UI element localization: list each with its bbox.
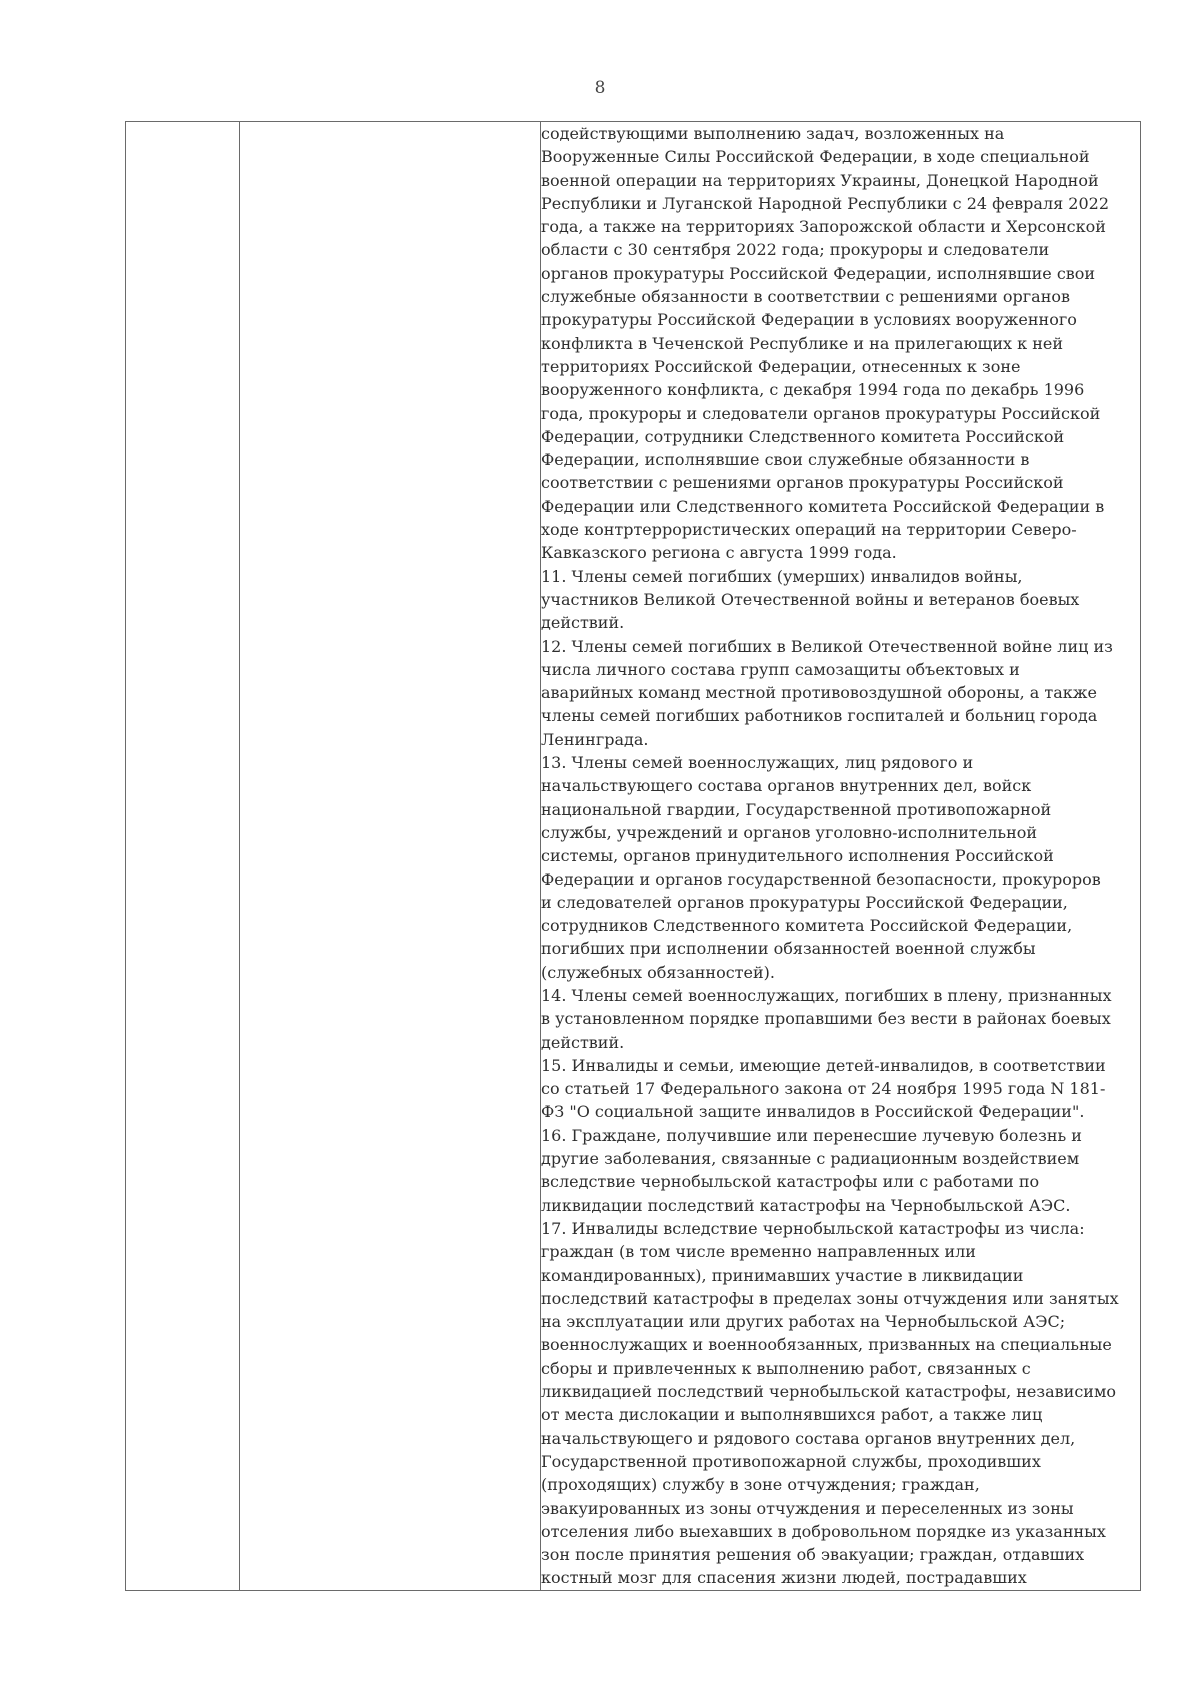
page-number: 8	[594, 78, 606, 98]
beneficiaries-text: содействующими выполнению задач, возложенных на Вооруженные Силы Российской Федерации, в ходе специальной военной операции на территориях Украины, Донецкой Народной Республики и Луганской Народной Республики с 24 февраля 2022 года, а также на территориях Запорожской области и Херсонской области с 30 сентября 2022 года; прокуроры и следователи органов прокуратуры Российской Федерации, исполнявшие свои служебные обязанности в соответствии с решениями органов прокуратуры Российской Федерации в условиях вооруженного конфликта в Чеченской Республике и на прилегающих к ней территориях Российской Федерации, отнесенных к зоне вооруженного конфликта, с декабря 1994 года по декабрь 1996 года, прокуроры и следователи органов прокуратуры Российской Федерации, сотрудники Следственного комитета Российской Федерации, исполнявшие свои служебные обязанности в соответствии с решениями органов прокуратуры Российской Федерации или Следственного комитета Российской Федерации в ходе контртеррористических операций на территории Северо- Кавказского региона с августа 1999 года. 11. Члены семей погибших (умерших) инвалидов войны, участников Великой Отечественной войны и ветеранов боевых действий. 12. Члены семей погибших в Великой Отечественной войне лиц из числа личного состава групп самозащиты объектовых и аварийных команд местной противовоздушной обороны, а также члены семей погибших работников госпиталей и больниц города Ленинграда. 13. Члены семей военнослужащих, лиц рядового и начальствующего состава органов внутренних дел, войск национальной гвардии, Государственной противопожарной службы, учреждений и органов уголовно-исполнительной системы, органов принудительного исполнения Российской Федерации и органов государственной безопасности, прокуроров и следователей органов прокуратуры Российской Федерации, сотрудников Следственного комитета Российской Федерации, погибших при исполнении обязанностей военной службы (служебных обязанностей). 14. Члены семей военнослужащих, погибших в плену, признанных в установленном порядке пропавшими без вести в районах боевых действий. 15. Инвалиды и семьи, имеющие детей-инвалидов, в соответствии со статьей 17 Федерального закона от 24 ноября 1995 года N 181- ФЗ "О социальной защите инвалидов в Российской Федерации". 16. Граждане, получившие или перенесшие лучевую болезнь и другие заболевания, связанные с радиационным воздействием вследствие чернобыльской катастрофы или с работами по ликвидации последствий катастрофы на Чернобыльской АЭС. 17. Инвалиды вследствие чернобыльской катастрофы из числа: граждан (в том числе временно направленных или командированных), принимавших участие в ликвидации последствий катастрофы в пределах зоны отчуждения или занятых на эксплуатации или других работах на Чернобыльской АЭС; военнослужащих и военнообязанных, призванных на специальные сборы и привлеченных к выполнению работ, связанных с ликвидацией последствий чернобыльской катастрофы, независимо от места дислокации и выполнявшихся работ, а также лиц начальствующего и рядового состава органов внутренних дел, Государственной противопожарной службы, проходивших (проходящих) службу в зоне отчуждения; граждан, эвакуированных из зоны отчуждения и переселенных из зоны отселения либо выехавших в добровольном порядке из указанных зон после принятия решения об эвакуации; граждан, отдавших костный мозг для спасения жизни людей, пострадавших	[541, 124, 1119, 1588]
table-row	[126, 122, 1141, 1591]
document-table	[125, 121, 1141, 1591]
empty-cell-category	[240, 122, 541, 1591]
empty-cell-number	[126, 122, 240, 1591]
beneficiaries-cell	[541, 122, 1141, 1591]
